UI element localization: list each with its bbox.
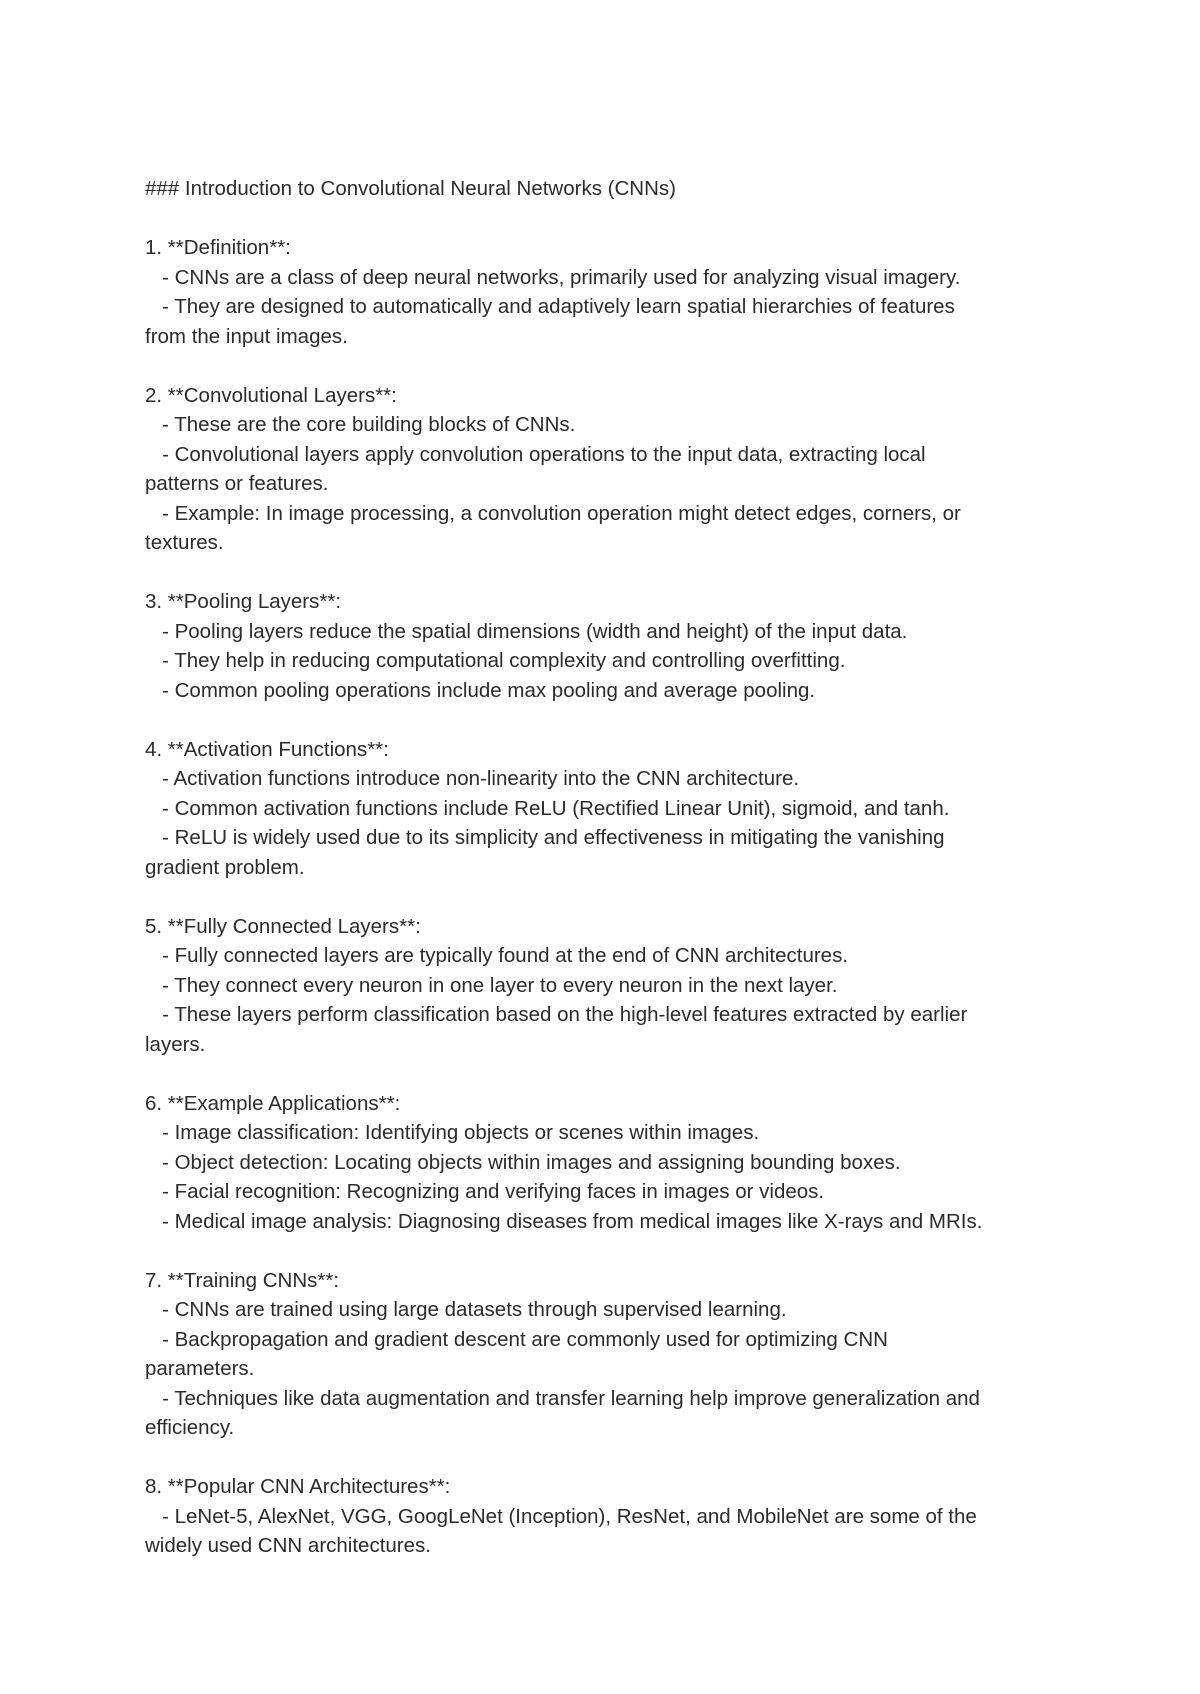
spacer (145, 882, 1065, 912)
section-line: - Image classification: Identifying objects or scenes within images. (145, 1121, 760, 1144)
section-popular-architectures (145, 1472, 1065, 1561)
spacer (145, 204, 1065, 234)
spacer (145, 1443, 1065, 1473)
section-example-applications (145, 1089, 1065, 1237)
section-line: gradient problem. (145, 855, 305, 879)
section-line: - Facial recognition: Recognizing and verifying faces in images or videos. (145, 1180, 825, 1203)
section-line: - Fully connected layers are typically found at the end of CNN architectures. (145, 944, 849, 967)
section-line: - CNNs are a class of deep neural networks, primarily used for analyzing visual imagery. (145, 265, 961, 289)
section-heading: 1. **Definition**: (145, 236, 291, 259)
spacer (145, 351, 1065, 381)
section-line: - Convolutional layers apply convolution operations to the input data, extracting local (145, 442, 926, 466)
section-line: efficiency. (145, 1416, 235, 1439)
section-line: - Activation functions introduce non-linearity into the CNN architecture. (145, 767, 800, 790)
section-heading: 4. **Activation Functions**: (145, 737, 389, 761)
section-line: from the input images. (145, 324, 348, 348)
spacer (145, 1236, 1065, 1266)
section-line: - They connect every neuron in one layer to every neuron in the next layer. (145, 973, 838, 997)
spacer (145, 1059, 1065, 1089)
section-line: - CNNs are trained using large datasets through supervised learning. (145, 1298, 787, 1321)
section-line: textures. (145, 531, 224, 554)
section-activation-functions (145, 735, 1065, 883)
section-line: parameters. (145, 1357, 255, 1380)
section-line: patterns or features. (145, 472, 329, 495)
section-line: - These layers perform classification based on the high-level features extracted by earlier (145, 1003, 968, 1026)
section-line: - Common activation functions include ReLU (Rectified Linear Unit), sigmoid, and tanh. (145, 796, 950, 820)
section-heading: 2. **Convolutional Layers**: (145, 383, 397, 407)
section-line: - Example: In image processing, a convolution operation might detect edges, corners, or (145, 501, 961, 525)
section-line: - Backpropagation and gradient descent are commonly used for optimizing CNN (145, 1327, 888, 1351)
spacer (145, 558, 1065, 588)
section-definition (145, 233, 1065, 351)
section-fully-connected-layers (145, 912, 1065, 1060)
section-line: - LeNet-5, AlexNet, VGG, GoogLeNet (Inception), ResNet, and MobileNet are some of the (145, 1504, 977, 1528)
section-line: - Medical image analysis: Diagnosing diseases from medical images like X-rays and MRIs. (145, 1209, 983, 1233)
section-line: layers. (145, 1032, 206, 1056)
section-line: - ReLU is widely used due to its simplicity and effectiveness in mitigating the vanishing (145, 826, 945, 849)
section-line: - These are the core building blocks of CNNs. (145, 413, 576, 436)
section-line: widely used CNN architectures. (145, 1534, 431, 1557)
section-heading: 6. **Example Applications**: (145, 1091, 401, 1115)
document-title: ### Introduction to Convolutional Neural Networks (CNNs) (145, 177, 676, 200)
section-line: - They are designed to automatically and adaptively learn spatial hierarchies of features (145, 295, 955, 318)
section-line: - Common pooling operations include max pooling and average pooling. (145, 678, 816, 702)
section-line: - Object detection: Locating objects within images and assigning bounding boxes. (145, 1150, 901, 1174)
section-convolutional-layers (145, 381, 1065, 558)
section-heading: 8. **Popular CNN Architectures**: (145, 1475, 451, 1498)
section-line: - They help in reducing computational complexity and controlling overfitting. (145, 649, 846, 672)
section-heading: 5. **Fully Connected Layers**: (145, 914, 421, 938)
spacer (145, 705, 1065, 735)
section-heading: 7. **Training CNNs**: (145, 1268, 340, 1292)
section-training-cnns (145, 1266, 1065, 1443)
document-body (145, 174, 1065, 1561)
section-pooling-layers (145, 587, 1065, 705)
section-line: - Pooling layers reduce the spatial dimensions (width and height) of the input data. (145, 619, 908, 643)
section-heading: 3. **Pooling Layers**: (145, 590, 342, 613)
section-line: - Techniques like data augmentation and transfer learning help improve generalization and (145, 1386, 980, 1410)
